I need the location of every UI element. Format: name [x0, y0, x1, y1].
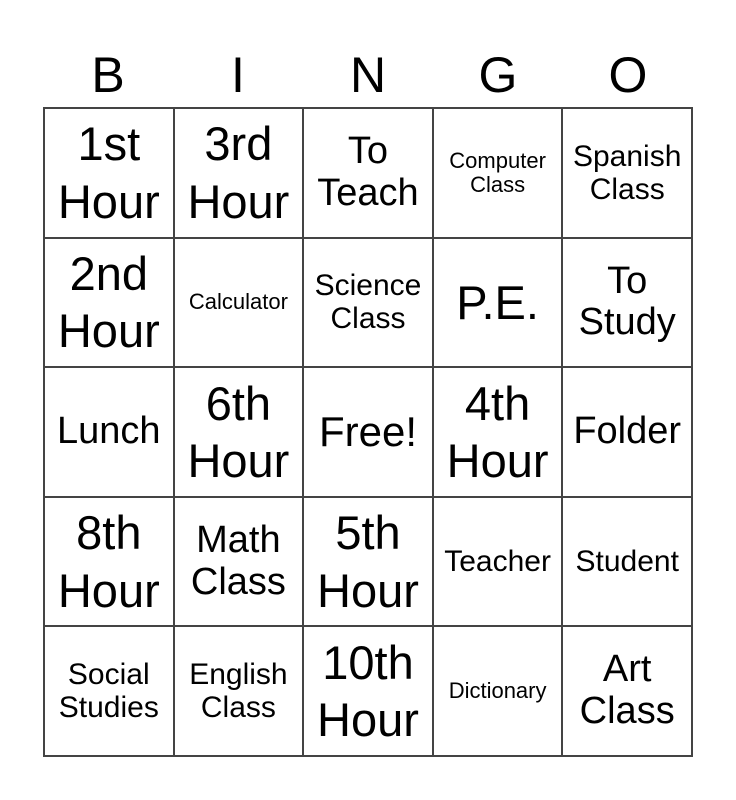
header-letter-i: I: [231, 47, 245, 103]
cell-text: 3rd Hour: [187, 117, 290, 228]
bingo-cell: [44, 626, 174, 756]
free-space-text: Free!: [318, 407, 417, 455]
bingo-cell: [303, 238, 433, 368]
cell-text: 6th Hour: [187, 376, 290, 487]
cell-text: Lunch: [57, 410, 161, 453]
bingo-cell: [433, 497, 563, 627]
cell-text: 8th Hour: [57, 506, 160, 617]
bingo-cell: [562, 108, 692, 238]
cell-text: Art Class: [579, 648, 675, 733]
bingo-cell: [303, 497, 433, 627]
cell-text: 1st Hour: [57, 117, 160, 228]
cell-text: Dictionary: [448, 678, 547, 704]
cell-text: Calculator: [188, 289, 288, 315]
cell-text: To Teach: [317, 130, 419, 214]
cell-text: Math Class: [190, 518, 286, 603]
bingo-cell: [562, 238, 692, 368]
free-space-cell: [303, 367, 433, 497]
cell-text: 4th Hour: [446, 376, 549, 487]
bingo-cell: [433, 367, 563, 497]
header-letter-g: G: [478, 47, 518, 103]
cell-text: 2nd Hour: [57, 247, 160, 358]
cell-text: 5th Hour: [317, 506, 419, 617]
bingo-cell: [303, 626, 433, 756]
bingo-cell: [44, 108, 174, 238]
cell-text: Folder: [573, 410, 682, 453]
cell-text: To Study: [578, 259, 676, 344]
cell-text: Teacher: [444, 545, 551, 579]
cell-text: P.E.: [456, 275, 539, 329]
bingo-header: [43, 44, 693, 106]
header-letter-o: O: [608, 47, 648, 103]
bingo-cell: [174, 626, 304, 756]
bingo-cell: [562, 626, 692, 756]
cell-text: Science Class: [314, 269, 422, 336]
bingo-cell: [562, 367, 692, 497]
bingo-board: [43, 107, 693, 757]
cell-text: English Class: [189, 658, 288, 725]
bingo-cell: [562, 497, 692, 627]
bingo-cell: [44, 367, 174, 497]
bingo-cell: [433, 626, 563, 756]
bingo-cell: [174, 497, 304, 627]
cell-text: 10th Hour: [317, 635, 419, 747]
bingo-cell: [174, 108, 304, 238]
cell-text: Student: [575, 545, 679, 579]
cell-text: Social Studies: [58, 658, 159, 725]
cell-text: Computer Class: [449, 147, 546, 197]
header-letter-b: B: [91, 47, 125, 103]
bingo-cell: [433, 108, 563, 238]
bingo-cell: [303, 108, 433, 238]
header-letter-n: N: [349, 47, 387, 103]
bingo-cell: [44, 238, 174, 368]
bingo-cell: [433, 238, 563, 368]
bingo-cell: [44, 497, 174, 627]
bingo-cell: [174, 238, 304, 368]
cell-text: Spanish Class: [572, 139, 682, 206]
bingo-cell: [174, 367, 304, 497]
